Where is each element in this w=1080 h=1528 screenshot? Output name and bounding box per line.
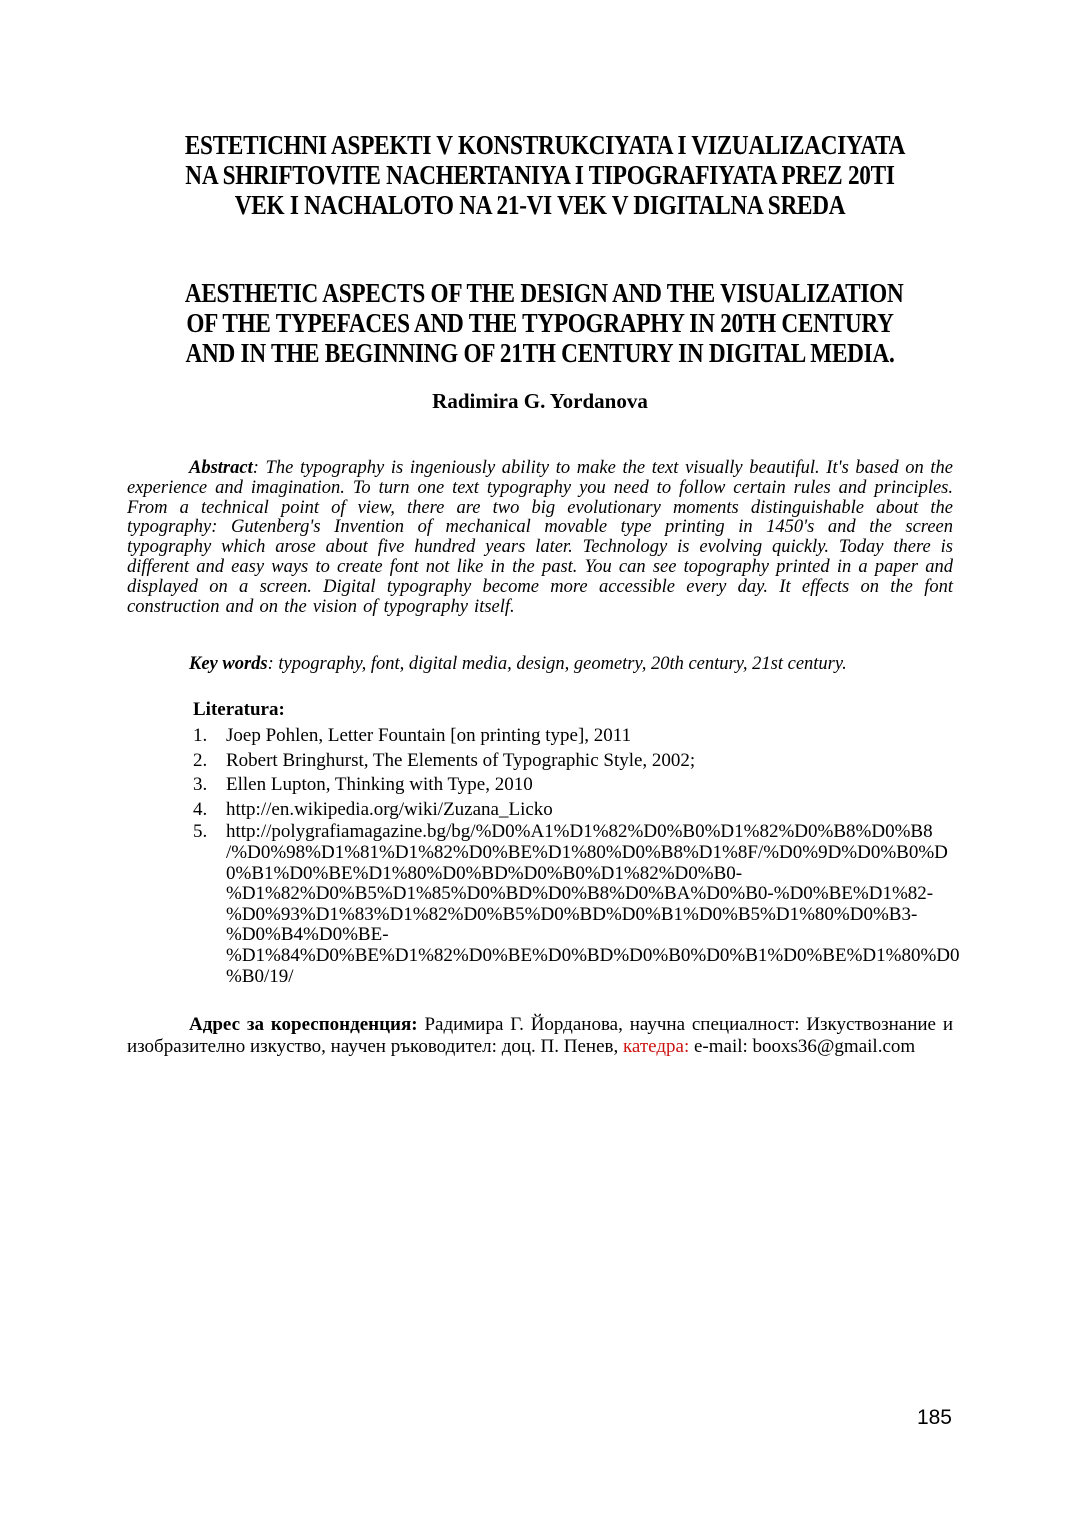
- reference-url-line-5: %D0%93%D1%83%D1%82%D0%B5%D0%BD%D0%B1%D0%B5%D1%80%D0%B3-: [226, 903, 918, 925]
- reference-text: Robert Bringhurst, The Elements of Typographic Style, 2002;: [226, 749, 696, 771]
- keywords-text: : typography, font, digital media, design, geometry, 20th century, 21st century.: [267, 654, 847, 675]
- keywords-paragraph: [127, 654, 953, 674]
- abstract-paragraph: [127, 459, 953, 617]
- reference-url-line-8: %B0/19/: [226, 965, 294, 987]
- reference-url: http://en.wikipedia.org/wiki/Zuzana_Licko: [226, 798, 553, 820]
- references-list: [127, 724, 960, 987]
- reference-url-line-6: %D0%B4%D0%BE-: [226, 924, 389, 946]
- author-name: Radimira G. Yordanova: [432, 389, 648, 413]
- reference-text: Joep Pohlen, Letter Fountain [on printing type], 2011: [226, 725, 632, 747]
- title-transliterated-line-3: VEK I NACHALOTO NA 21-VI VEK V DIGITALNA SREDA: [234, 190, 846, 220]
- reference-number: 2.: [193, 749, 208, 771]
- reference-text: Ellen Lupton, Thinking with Type, 2010: [226, 774, 533, 796]
- reference-number: 3.: [193, 774, 208, 796]
- reference-item-4: [127, 798, 953, 823]
- reference-number: 1.: [193, 725, 208, 747]
- title-english-line-1: AESTHETIC ASPECTS OF THE DESIGN AND THE VISUALIZATION: [184, 278, 904, 308]
- abstract-label: Abstract: [189, 458, 253, 478]
- abstract-text: : The typography is ingeniously ability to make the text visually beautiful. It's based on the experience and imagination. To turn one text typography you need to follow certain rules and principles. From a technical point of view, there are two big evolutionary moments distinguishable about the typography: Gutenberg's Invention of mechanical movable type printing in 1450's and the screen typography which arose about five hundred years later. Technology is evolving quickly. Today there is different and easy ways to create font not like in the past. You can see topography printed in a paper and displayed on a screen. Digital typography become more accessible every day. It effects on the font construction and on the vision of typography itself.: [127, 458, 953, 617]
- reference-number: 4.: [193, 798, 208, 820]
- title-english-line-2: OF THE TYPEFACES AND THE TYPOGRAPHY IN 20TH CENTURY: [186, 308, 894, 338]
- reference-item-1: [127, 724, 953, 749]
- title-transliterated-line-1: ESTETICHNI ASPEKTI V KONSTRUKCIYATA I VIZUALIZACIYATA: [184, 130, 906, 160]
- correspondence-label: Адрес за кореспонденция:: [189, 1014, 418, 1036]
- reference-item-2: [127, 749, 953, 774]
- reference-url-line-3: 0%B1%D0%BE%D1%80%D0%BD%D0%B0%D1%82%D0%B0-: [226, 862, 743, 884]
- correspondence-highlight: катедра:: [622, 1035, 690, 1057]
- title-transliterated-line-2: NA SHRIFTOVITE NACHERTANIYA I TIPOGRAFIYATA PREZ 20TI: [185, 160, 895, 190]
- reference-url-line-7: %D1%84%D0%BE%D1%82%D0%BE%D0%BD%D0%B0%D0%B1%D0%BE%D1%80%D0: [226, 944, 960, 966]
- literatura-heading: Literatura:: [193, 699, 285, 721]
- title-english: [184, 278, 904, 368]
- reference-url-line-1: http://polygrafiamagazine.bg/bg/%D0%A1%D1%82%D0%B0%D1%82%D0%B8%D0%B8: [226, 821, 933, 843]
- reference-url-line-2: /%D0%98%D1%81%D1%82%D0%BE%D1%80%D0%B8%D1%8F/%D0%9D%D0%B0%D: [226, 841, 948, 863]
- page-number: 185: [916, 1406, 952, 1429]
- reference-item-3: [127, 773, 953, 798]
- correspondence-text: Радимира Г. Йорданова, научна специалност: Изкуствознание и изобразително изкуство, научен ръководител: доц. П. Пенев,: [127, 1014, 953, 1057]
- title-transliterated: [184, 130, 906, 220]
- reference-url: [226, 822, 960, 987]
- correspondence-paragraph: [127, 1014, 953, 1057]
- reference-url-line-4: %D1%82%D0%B5%D1%85%D0%BD%D0%B8%D0%BA%D0%B0-%D0%BE%D1%82-: [226, 883, 934, 905]
- title-english-line-3: AND IN THE BEGINNING OF 21TH CENTURY IN DIGITAL MEDIA.: [185, 338, 895, 368]
- reference-item-5: [127, 821, 960, 987]
- correspondence-email-text: e-mail: booxs36@gmail.com: [693, 1035, 916, 1057]
- reference-number: 5.: [193, 821, 208, 843]
- keywords-label: Key words: [189, 654, 268, 675]
